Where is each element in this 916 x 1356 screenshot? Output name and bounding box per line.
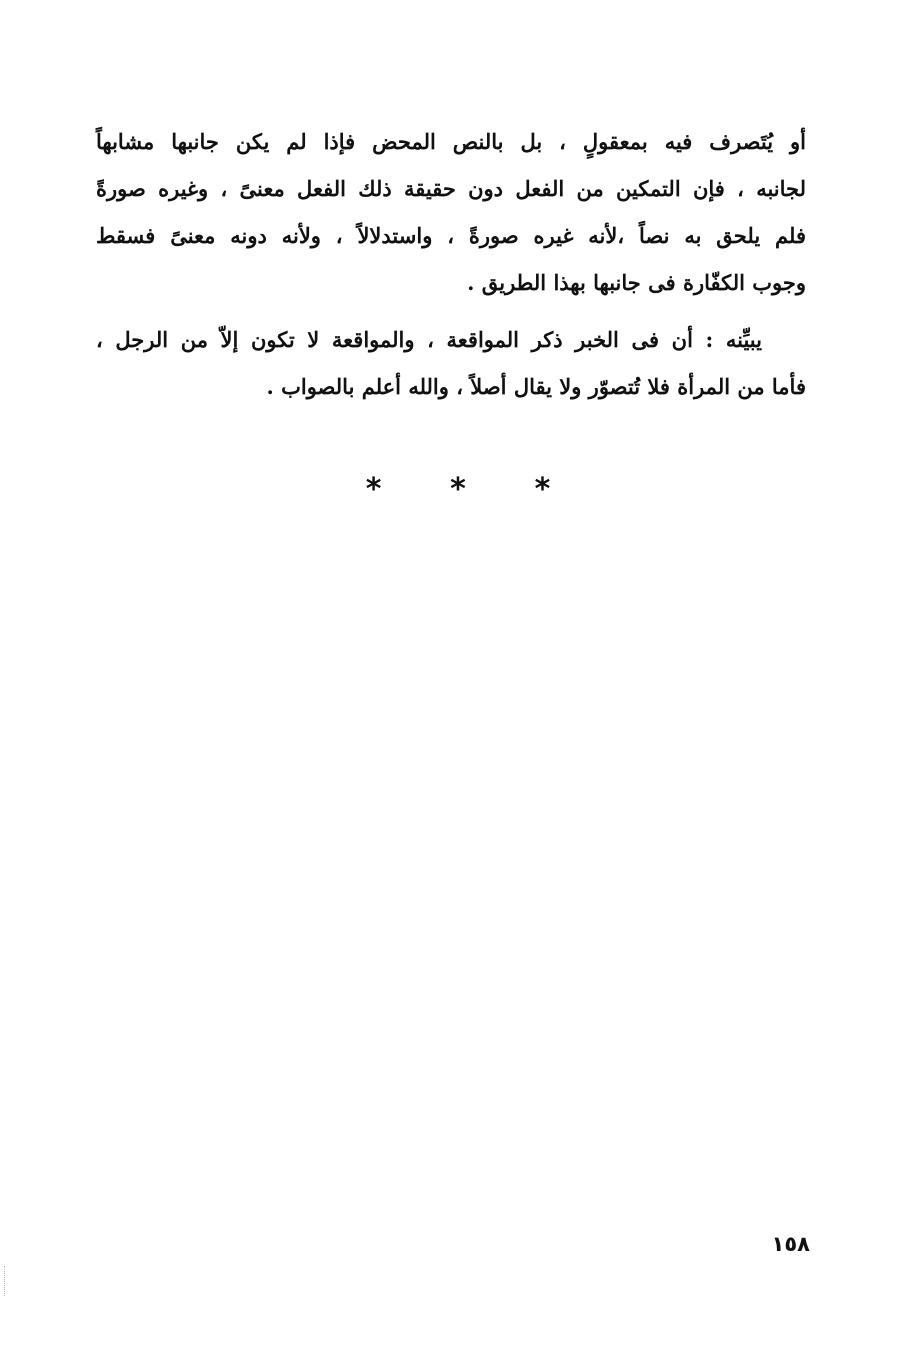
asterisk-ornament: * [450,472,466,507]
paragraph-2 [96,316,806,410]
text-line: يبيِّنه : أن فى الخبر ذكر المواقعة ، والمواقعة لا تكون إلاّ من الرجل ، [96,327,762,352]
asterisk-ornament: * [365,472,382,507]
asterisk-ornament: * [534,472,551,507]
paragraph-1 [96,118,806,306]
text-line: أو يُتَصرف فيه بمعقولٍ ، بل بالنص المحض فإذا لم يكن جانبها مشابهاً [96,129,806,154]
scan-edge-mark [4,1266,7,1296]
text-line: وجوب الكفّارة فى جانبها بهذا الطريق . [467,270,806,295]
section-separator [0,472,916,512]
text-line: فأما من المرأة فلا تُتصوّر ولا يقال أصلاً ، والله أعلم بالصواب . [266,374,806,399]
text-line: فلم يلحق به نصاً ،لأنه غيره صورةً ، واستدلالاً ، ولأنه دونه معنىً فسقط [96,223,806,248]
text-line: لجانبه ، فإن التمكين من الفعل دون حقيقة ذلك الفعل معنىً ، وغيره صورةً [96,176,806,201]
page-number: ١٥٨ [771,1232,810,1256]
